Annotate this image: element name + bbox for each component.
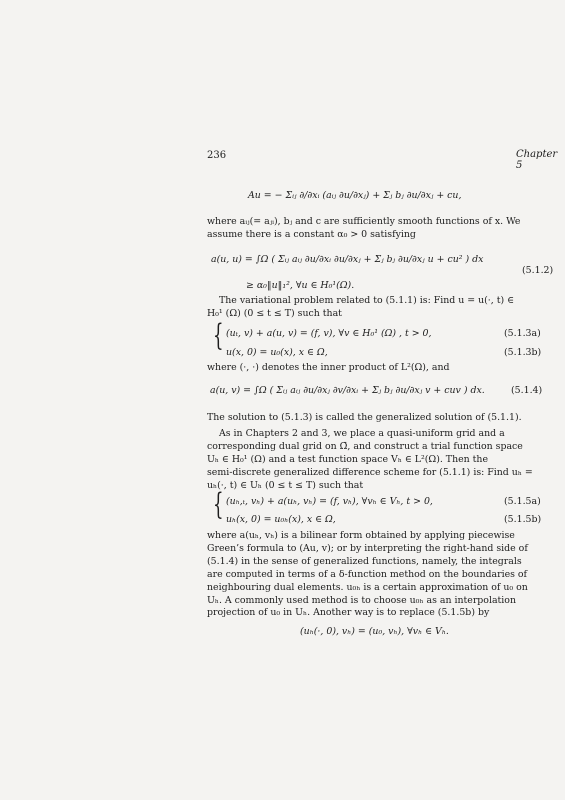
equation-5-1-3b: u(x, 0) = u₀(x), x ∈ Ω, — [226, 347, 328, 358]
equation-operator-A: Au = − Σᵢⱼ ∂/∂xᵢ (aᵢⱼ ∂u/∂xⱼ) + Σⱼ bⱼ ∂u/∂xⱼ + cu, — [248, 190, 462, 201]
text-line: Uₕ. A commonly used method is to choose u₀ₕ as an interpolation — [207, 594, 516, 606]
equation-5-1-5b: uₕ(x, 0) = u₀ₕ(x), x ∈ Ω, — [226, 514, 336, 525]
paragraph-6 — [207, 530, 557, 620]
paragraph-5 — [207, 428, 557, 493]
text-line: are computed in terms of a δ-function method on the boundaries of — [207, 568, 528, 580]
text-line: semi-discrete generalized difference scheme for (5.1.1) is: Find uₕ = — [207, 466, 533, 478]
text-line: As in Chapters 2 and 3, we place a quasi-uniform grid and a — [219, 428, 505, 439]
equation-5-1-4: a(u, v) = ∫Ω ( Σᵢⱼ aᵢⱼ ∂u/∂xⱼ ∂v/∂xᵢ + Σⱼ bⱼ ∂u/∂xⱼ v + cuv ) dx. — [210, 385, 485, 396]
text-line: H₀¹ (Ω) (0 ≤ t ≤ T) such that — [207, 307, 342, 319]
text-line: where (·, ·) denotes the inner product of L²(Ω), and — [207, 362, 450, 373]
equation-number: (5.1.5b) — [504, 514, 542, 525]
equation-number: (5.1.3a) — [504, 328, 541, 339]
text-line: The variational problem related to (5.1.1) is: Find u = u(·, t) ∈ — [219, 295, 515, 306]
text-line: uₕ(·, t) ∈ Uₕ (0 ≤ t ≤ T) such that — [207, 479, 364, 491]
text-line: projection of u₀ in Uₕ. Another way is to replace (5.1.5b) by — [207, 607, 490, 619]
text-line: neighbouring dual elements. u₀ₕ is a certain approximation of u₀ on — [207, 581, 528, 593]
paragraph-1 — [207, 216, 557, 242]
text-line: corresponding dual grid on Ω̄, and construct a trial function space — [207, 440, 523, 452]
left-brace: { — [213, 487, 224, 522]
text-line: The solution to (5.1.3) is called the generalized solution of (5.1.1). — [207, 412, 522, 423]
page-number: 236 — [207, 150, 227, 161]
equation-5-1-5a: (uₕ,ₜ, vₕ) + a(uₕ, vₕ) = (f, vₕ), ∀vₕ ∈ Vₕ, t > 0, — [226, 496, 433, 507]
equation-number: (5.1.4) — [511, 385, 543, 396]
left-brace: { — [213, 318, 224, 353]
text-line: (5.1.4) in the sense of generalized functions, namely, the integrals — [207, 555, 522, 567]
paragraph-4 — [207, 412, 557, 425]
running-header-chapter: Chapter 5 — [516, 149, 558, 171]
text-line: assume there is a constant α₀ > 0 satisfying — [207, 228, 416, 240]
text-line: Uₕ ∈ H₀¹ (Ω) and a test function space Vₕ ∈ L²(Ω). Then the — [207, 453, 489, 465]
paragraph-2 — [207, 295, 557, 321]
equation-5-1-2-line2: ≥ α₀‖u‖₁², ∀u ∈ H₀¹(Ω). — [246, 280, 355, 291]
equation-initial-projection: (uₕ(·, 0), vₕ) = (u₀, vₕ), ∀vₕ ∈ Vₕ. — [300, 626, 449, 637]
equation-number: (5.1.2) — [522, 265, 554, 276]
text-line: where aᵢⱼ(= aⱼᵢ), bⱼ and c are sufficiently smooth functions of x. We — [207, 216, 521, 227]
equation-number: (5.1.3b) — [504, 347, 542, 358]
text-line: Green’s formula to (Au, v); or by interpreting the right-hand side of — [207, 542, 528, 554]
equation-5-1-2-line1: a(u, u) = ∫Ω ( Σᵢⱼ aᵢⱼ ∂u/∂xᵢ ∂u/∂xⱼ + Σⱼ bⱼ ∂u/∂xⱼ u + cu² ) dx — [211, 254, 484, 265]
equation-5-1-3a: (uₜ, v) + a(u, v) = (f, v), ∀v ∈ H₀¹ (Ω) , t > 0, — [226, 328, 432, 339]
text-line: where a(uₕ, vₕ) is a bilinear form obtained by applying piecewise — [207, 530, 515, 541]
paragraph-3 — [207, 362, 557, 375]
equation-number: (5.1.5a) — [504, 496, 541, 507]
